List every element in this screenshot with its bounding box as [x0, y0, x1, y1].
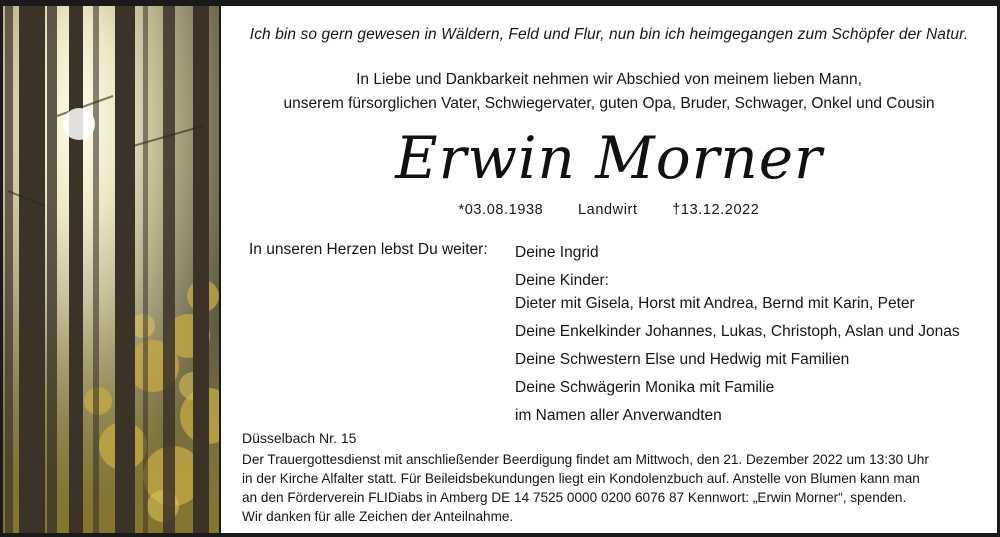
birth-date: *03.08.1938 [458, 202, 544, 218]
mourners-list [515, 241, 985, 432]
service-line-3: an den Förderverein FLIDiabs in Amberg DE 14 7525 0000 0200 6076 87 Kennwort: „Erwin Morner“, spenden. [242, 490, 907, 505]
mourner-children-names: Dieter mit Gisela, Horst mit Andrea, Bernd mit Karin, Peter [515, 295, 915, 312]
remembrance-label: In unseren Herzen lebst Du weiter: [249, 241, 488, 258]
mourner-relatives: im Namen aller Anverwandten [515, 407, 722, 424]
address: Düsselbach Nr. 15 [242, 430, 357, 446]
service-line-1: Der Trauergottesdienst mit anschließender Beerdigung findet am Mittwoch, den 21. Dezember 2022 um 13:30 Uhr [242, 452, 929, 467]
service-line-2: in der Kirche Alfalter statt. Für Beileidsbekundungen liegt ein Kondolenzbuch auf. Anstelle von Blumen kann man [242, 471, 920, 486]
mourner-children-label: Deine Kinder: [515, 272, 609, 289]
service-line-4: Wir danken für alle Zeichen der Anteilnahme. [242, 509, 514, 524]
memorial-quote: Ich bin so gern gewesen in Wäldern, Feld und Flur, nun bin ich heimgegangen zum Schöpfer der Natur. [249, 26, 969, 43]
service-info [242, 450, 982, 526]
mourner-sisters: Deine Schwestern Else und Hedwig mit Familien [515, 351, 850, 368]
death-date: †13.12.2022 [672, 202, 760, 218]
forest-image [3, 6, 219, 533]
intro-line-2: unserem fürsorglichen Vater, Schwiegervater, guten Opa, Bruder, Schwager, Onkel und Cousin [283, 95, 935, 112]
life-dates [221, 202, 997, 218]
intro-text [221, 68, 997, 116]
obituary-content [221, 6, 997, 533]
deceased-name: Erwin Morner [395, 124, 823, 192]
mourner-spouse: Deine Ingrid [515, 244, 599, 261]
forest-illustration [3, 6, 219, 533]
mourner-sister-in-law: Deine Schwägerin Monika mit Familie [515, 379, 775, 396]
mourner-children [515, 269, 985, 315]
intro-line-1: In Liebe und Dankbarkeit nehmen wir Abschied von meinem lieben Mann, [356, 71, 862, 88]
mourner-grandchildren: Deine Enkelkinder Johannes, Lukas, Christoph, Aslan und Jonas [515, 323, 960, 340]
occupation: Landwirt [577, 202, 638, 218]
